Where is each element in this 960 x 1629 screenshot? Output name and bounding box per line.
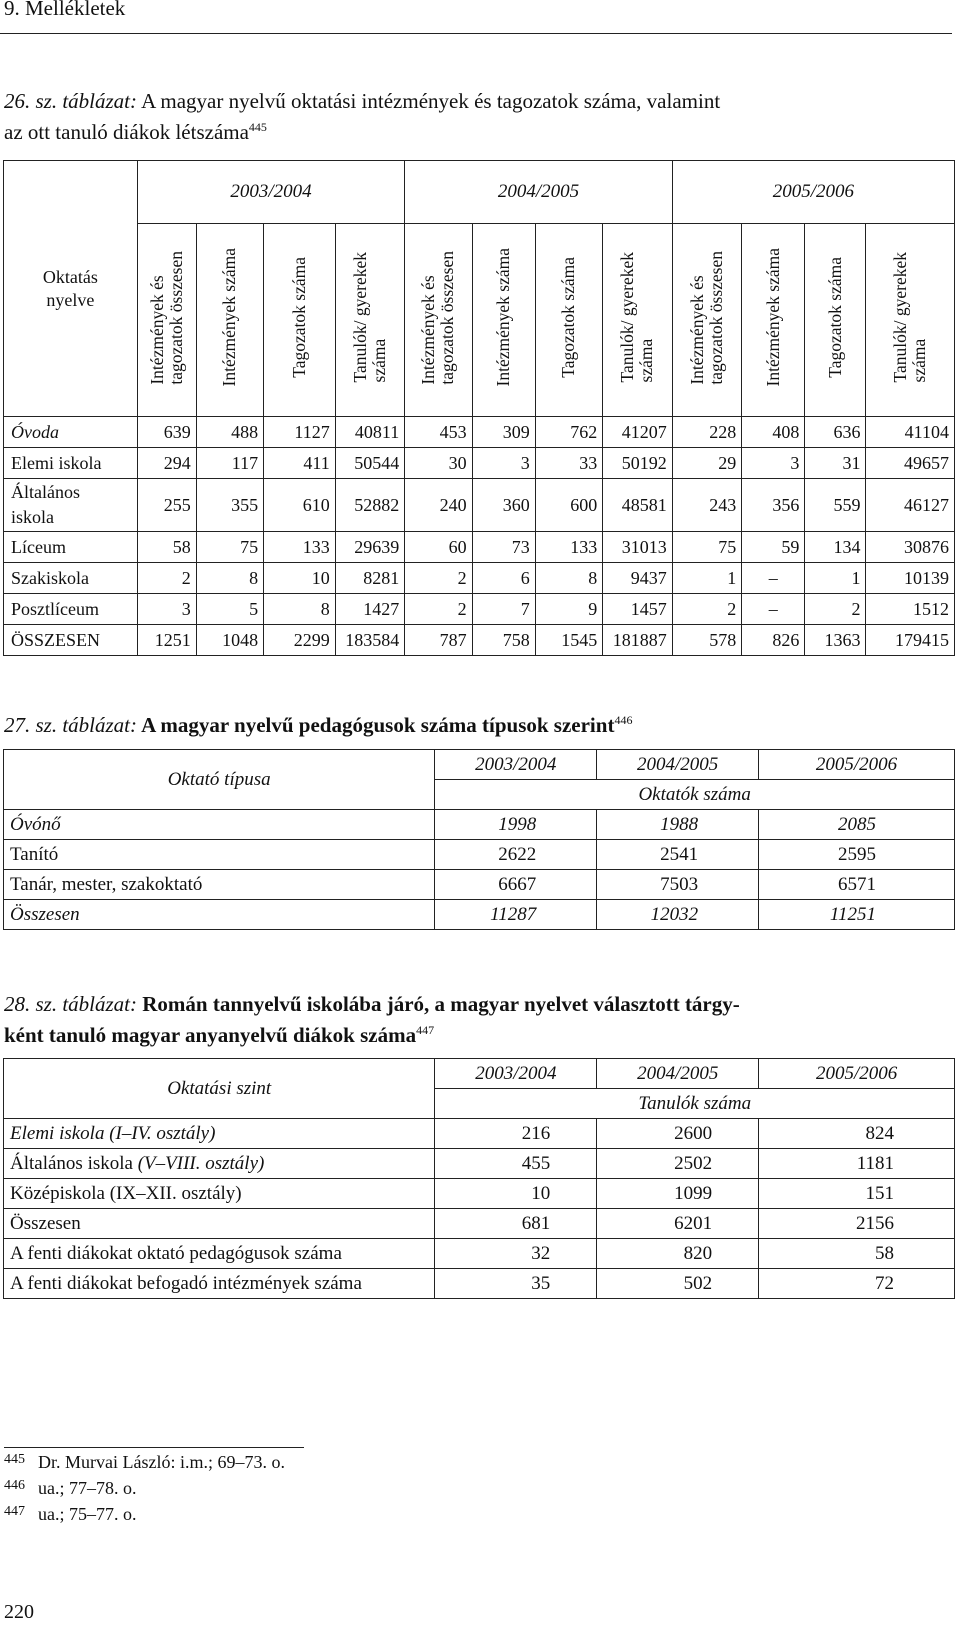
column-header-line: Intézmények és xyxy=(146,274,167,385)
table-cell: 29639 xyxy=(335,532,405,563)
table-27 xyxy=(3,749,955,930)
table-cell: 1 xyxy=(672,563,742,594)
table-cell: 133 xyxy=(535,532,602,563)
row-label xyxy=(4,479,138,532)
table-cell: 41104 xyxy=(866,417,955,448)
column-header-line: száma xyxy=(368,339,389,383)
table26-caption-text-2: az ott tanuló diákok létszáma xyxy=(4,120,249,144)
table-cell: 762 xyxy=(535,417,602,448)
table-cell: 179415 xyxy=(866,625,955,656)
corner-label-line-1: Oktatás xyxy=(42,266,98,287)
table-cell: 10 xyxy=(435,1179,597,1209)
table28-caption xyxy=(4,989,740,1051)
table-row xyxy=(4,1269,955,1299)
table-cell: 578 xyxy=(672,625,742,656)
year-header: 2003/2004 xyxy=(137,161,404,224)
table-cell: 1998 xyxy=(435,810,597,840)
footnote-number: 447 xyxy=(4,1504,25,1519)
table-cell: 1099 xyxy=(597,1179,759,1209)
column-header xyxy=(264,224,336,417)
table-cell: 3 xyxy=(137,594,196,625)
table-cell: 10139 xyxy=(866,563,955,594)
footnote-ref-446: 446 xyxy=(614,713,633,727)
row-label: ÖSSZESEN xyxy=(4,625,138,656)
table-cell: 133 xyxy=(264,532,336,563)
table-cell: 8 xyxy=(264,594,336,625)
column-header-text xyxy=(419,251,457,385)
table27-corner-label: Oktató típusa xyxy=(4,750,435,810)
row-label: Posztlíceum xyxy=(4,594,138,625)
column-header-line: tagozatok összesen xyxy=(705,250,726,385)
table-cell: 52882 xyxy=(335,479,405,532)
table28-caption-text-1: Román tannyelvű iskolába járó, a magyar nyelvet választott tárgy- xyxy=(137,992,740,1016)
table-cell: 2 xyxy=(672,594,742,625)
column-header-line: Tagozatok száma xyxy=(558,257,579,378)
year-header: 2004/2005 xyxy=(597,750,759,780)
column-header-text xyxy=(494,248,513,386)
table28-subheader: Tanulók száma xyxy=(435,1089,955,1119)
column-header-text xyxy=(148,251,186,385)
column-header-line: Tanulók/ gyerekek xyxy=(890,252,911,383)
table-row xyxy=(4,479,955,532)
row-label: Tanító xyxy=(4,840,435,870)
table26-caption xyxy=(4,86,720,148)
table-cell: 117 xyxy=(196,448,263,479)
table-cell: 228 xyxy=(672,417,742,448)
footnote-rule xyxy=(4,1447,304,1448)
table-cell: 2 xyxy=(405,594,472,625)
table-cell: 255 xyxy=(137,479,196,532)
row-label: Óvoda xyxy=(4,417,138,448)
table-cell: 60 xyxy=(405,532,472,563)
table-cell: 35 xyxy=(435,1269,597,1299)
table-cell: 73 xyxy=(472,532,535,563)
table-cell: 360 xyxy=(472,479,535,532)
year-header: 2005/2006 xyxy=(759,1059,955,1089)
table-cell: 1988 xyxy=(597,810,759,840)
table-row xyxy=(4,840,955,870)
column-header-line: száma xyxy=(636,339,657,383)
table-cell: 183584 xyxy=(335,625,405,656)
table-cell: 356 xyxy=(742,479,805,532)
table-cell: 639 xyxy=(137,417,196,448)
table-cell: 240 xyxy=(405,479,472,532)
column-header-text xyxy=(290,257,309,378)
table-cell: 502 xyxy=(597,1269,759,1299)
column-header-line: Intézmények és xyxy=(418,274,439,385)
table-row xyxy=(4,1209,955,1239)
table-cell: 2156 xyxy=(759,1209,955,1239)
table-cell: 3 xyxy=(742,448,805,479)
footnote-text: ua.; 77–78. o. xyxy=(38,1478,137,1498)
table-row xyxy=(4,1119,955,1149)
table-cell: 2299 xyxy=(264,625,336,656)
table-cell: 50192 xyxy=(603,448,673,479)
table-cell: 559 xyxy=(805,479,866,532)
column-header-line: Tanulók/ gyerekek xyxy=(349,252,370,383)
table-cell: 681 xyxy=(435,1209,597,1239)
table-cell: 9437 xyxy=(603,563,673,594)
table-cell: 151 xyxy=(759,1179,955,1209)
table-cell: 30876 xyxy=(866,532,955,563)
table-cell: 1427 xyxy=(335,594,405,625)
column-header xyxy=(196,224,263,417)
column-header-text xyxy=(826,257,845,378)
footnote xyxy=(4,1478,137,1499)
table-cell: 787 xyxy=(405,625,472,656)
table-cell: 2541 xyxy=(597,840,759,870)
column-header xyxy=(672,224,742,417)
running-head: 9. Mellékletek xyxy=(4,0,126,20)
table28-caption-text-2: ként tanuló magyar anyanyelvű diákok száma xyxy=(4,1023,417,1047)
table26-caption-text-1: A magyar nyelvű oktatási intézmények és tagozatok száma, valamint xyxy=(137,89,721,113)
footnote-ref-445: 445 xyxy=(248,120,267,134)
table-row xyxy=(4,1149,955,1179)
table-cell: 134 xyxy=(805,532,866,563)
table-cell: 7 xyxy=(472,594,535,625)
year-header: 2003/2004 xyxy=(435,750,597,780)
column-header-line: Tagozatok száma xyxy=(824,257,845,378)
table-row xyxy=(4,563,955,594)
column-header xyxy=(866,224,955,417)
column-header-text xyxy=(351,252,389,382)
table27-caption-text: A magyar nyelvű pedagógusok száma típusok szerint xyxy=(137,713,615,737)
row-label-text: A fenti diákokat oktató pedagógusok száma xyxy=(10,1242,342,1264)
table-cell: 1048 xyxy=(196,625,263,656)
table-row xyxy=(4,448,955,479)
table-cell: 6571 xyxy=(759,870,955,900)
table-cell: 49657 xyxy=(866,448,955,479)
table-cell: 600 xyxy=(535,479,602,532)
table-row xyxy=(4,1179,955,1209)
footnote-number: 445 xyxy=(4,1452,25,1467)
table-cell: 10 xyxy=(264,563,336,594)
table-cell: 8281 xyxy=(335,563,405,594)
table-cell: 40811 xyxy=(335,417,405,448)
column-header xyxy=(603,224,673,417)
column-header xyxy=(805,224,866,417)
corner-label-line-2: nyelve xyxy=(46,289,95,310)
column-header-line: Tanulók/ gyerekek xyxy=(617,252,638,383)
corner-label xyxy=(4,161,138,417)
table-row xyxy=(4,870,955,900)
table27-caption xyxy=(4,710,632,741)
footnote-ref-447: 447 xyxy=(416,1023,435,1037)
row-label xyxy=(4,1119,435,1149)
table-cell: 59 xyxy=(742,532,805,563)
table-cell: 2622 xyxy=(435,840,597,870)
table-cell: 48581 xyxy=(603,479,673,532)
table-cell: 455 xyxy=(435,1149,597,1179)
table-cell: 758 xyxy=(472,625,535,656)
table-cell: 9 xyxy=(535,594,602,625)
footnote xyxy=(4,1452,285,1473)
table-cell: 1457 xyxy=(603,594,673,625)
row-label: Szakiskola xyxy=(4,563,138,594)
page-number: 220 xyxy=(4,1601,34,1623)
table-cell: 30 xyxy=(405,448,472,479)
table-cell: 2085 xyxy=(759,810,955,840)
table-cell: 1251 xyxy=(137,625,196,656)
column-header-line: tagozatok összesen xyxy=(165,250,186,385)
table-cell: 408 xyxy=(742,417,805,448)
table-cell: 46127 xyxy=(866,479,955,532)
table-cell: 33 xyxy=(535,448,602,479)
column-header-text xyxy=(764,248,783,386)
table-cell: 1512 xyxy=(866,594,955,625)
column-header xyxy=(335,224,405,417)
table-cell: 6667 xyxy=(435,870,597,900)
column-header-text xyxy=(891,252,929,382)
table-row xyxy=(4,594,955,625)
table-cell: 309 xyxy=(472,417,535,448)
table-cell: 6201 xyxy=(597,1209,759,1239)
row-label xyxy=(4,1179,435,1209)
table-cell: 411 xyxy=(264,448,336,479)
table-cell: 7503 xyxy=(597,870,759,900)
table-cell: 1363 xyxy=(805,625,866,656)
table-cell: 826 xyxy=(742,625,805,656)
table-cell: 216 xyxy=(435,1119,597,1149)
table-cell: 2502 xyxy=(597,1149,759,1179)
table-cell: 6 xyxy=(472,563,535,594)
table-cell: 488 xyxy=(196,417,263,448)
column-header-line: Intézmények száma xyxy=(762,248,783,387)
row-label: Összesen xyxy=(4,900,435,930)
footnote-text: Dr. Murvai László: i.m.; 69–73. o. xyxy=(38,1452,285,1472)
table-cell: 72 xyxy=(759,1269,955,1299)
row-label-text: Általános iskola xyxy=(10,1152,138,1174)
footnote-text: ua.; 75–77. o. xyxy=(38,1504,137,1524)
column-header-text xyxy=(559,257,578,378)
column-header-line: tagozatok összesen xyxy=(437,250,458,385)
column-header xyxy=(137,224,196,417)
table-cell: 824 xyxy=(759,1119,955,1149)
column-header xyxy=(535,224,602,417)
table-cell: 453 xyxy=(405,417,472,448)
column-header-line: Intézmények száma xyxy=(219,248,240,387)
column-header-text xyxy=(618,252,656,382)
table-cell: 2 xyxy=(805,594,866,625)
column-header-line: Tagozatok száma xyxy=(288,257,309,378)
table-cell: 58 xyxy=(759,1239,955,1269)
table-cell: 11287 xyxy=(435,900,597,930)
row-label-text: Középiskola (IX–XII. osztály) xyxy=(10,1182,242,1204)
year-header: 2005/2006 xyxy=(759,750,955,780)
row-label-line: iskola xyxy=(11,507,54,527)
row-label: Elemi iskola xyxy=(4,448,138,479)
year-header: 2004/2005 xyxy=(405,161,672,224)
table-cell: – xyxy=(742,594,805,625)
column-header-text xyxy=(220,248,239,386)
table-26 xyxy=(3,160,955,656)
table-cell: 1 xyxy=(805,563,866,594)
table-cell: 820 xyxy=(597,1239,759,1269)
table-cell: 2595 xyxy=(759,840,955,870)
table-row xyxy=(4,417,955,448)
row-label-text: A fenti diákokat befogadó intézmények száma xyxy=(10,1272,362,1294)
year-header: 2005/2006 xyxy=(672,161,954,224)
row-label xyxy=(4,1149,435,1179)
year-header: 2004/2005 xyxy=(597,1059,759,1089)
table-cell: 8 xyxy=(535,563,602,594)
row-label-text: Elemi iskola (I–IV. osztály) xyxy=(10,1122,216,1144)
table-cell: 5 xyxy=(196,594,263,625)
table-cell: 294 xyxy=(137,448,196,479)
row-label xyxy=(4,1239,435,1269)
row-label xyxy=(4,1269,435,1299)
column-header-line: Intézmények és xyxy=(686,274,707,385)
header-rule xyxy=(0,33,952,34)
table-cell: 29 xyxy=(672,448,742,479)
row-label-text: (V–VIII. osztály) xyxy=(137,1152,265,1174)
table-cell: 1181 xyxy=(759,1149,955,1179)
table27-caption-prefix: 27. sz. táblázat: xyxy=(4,713,138,737)
row-label xyxy=(4,1209,435,1239)
footnote xyxy=(4,1504,137,1525)
table-cell: 2 xyxy=(405,563,472,594)
row-label-line: Általános xyxy=(11,482,80,502)
column-header-line: Intézmények száma xyxy=(493,248,514,387)
table28-corner-label: Oktatási szint xyxy=(4,1059,435,1119)
table-28 xyxy=(3,1058,955,1299)
table-cell: 1545 xyxy=(535,625,602,656)
table-row xyxy=(4,532,955,563)
year-header: 2003/2004 xyxy=(435,1059,597,1089)
table-cell: 31013 xyxy=(603,532,673,563)
row-label-text: Összesen xyxy=(10,1212,81,1234)
column-header-text xyxy=(688,251,726,385)
table27-subheader: Oktatók száma xyxy=(435,780,955,810)
table-cell: 181887 xyxy=(603,625,673,656)
table-cell: 3 xyxy=(472,448,535,479)
column-header xyxy=(405,224,472,417)
table-cell: 41207 xyxy=(603,417,673,448)
table-cell: 58 xyxy=(137,532,196,563)
table-cell: 75 xyxy=(196,532,263,563)
table-cell: 12032 xyxy=(597,900,759,930)
row-label: Tanár, mester, szakoktató xyxy=(4,870,435,900)
table-cell: 2600 xyxy=(597,1119,759,1149)
column-header-line: száma xyxy=(909,339,930,383)
table-cell: – xyxy=(742,563,805,594)
table-cell: 1127 xyxy=(264,417,336,448)
table-cell: 50544 xyxy=(335,448,405,479)
table-cell: 31 xyxy=(805,448,866,479)
table-cell: 355 xyxy=(196,479,263,532)
table-row xyxy=(4,900,955,930)
table-row xyxy=(4,810,955,840)
table-row xyxy=(4,1239,955,1269)
column-header xyxy=(472,224,535,417)
table-cell: 243 xyxy=(672,479,742,532)
table-cell: 11251 xyxy=(759,900,955,930)
table28-caption-prefix: 28. sz. táblázat: xyxy=(4,992,138,1016)
row-label: Líceum xyxy=(4,532,138,563)
column-header xyxy=(742,224,805,417)
table-row xyxy=(4,625,955,656)
footnote-number: 446 xyxy=(4,1478,25,1493)
table26-caption-prefix: 26. sz. táblázat: xyxy=(4,89,138,113)
table-cell: 75 xyxy=(672,532,742,563)
table-cell: 636 xyxy=(805,417,866,448)
table-cell: 32 xyxy=(435,1239,597,1269)
table-cell: 2 xyxy=(137,563,196,594)
row-label: Óvónő xyxy=(4,810,435,840)
table-cell: 610 xyxy=(264,479,336,532)
table-cell: 8 xyxy=(196,563,263,594)
